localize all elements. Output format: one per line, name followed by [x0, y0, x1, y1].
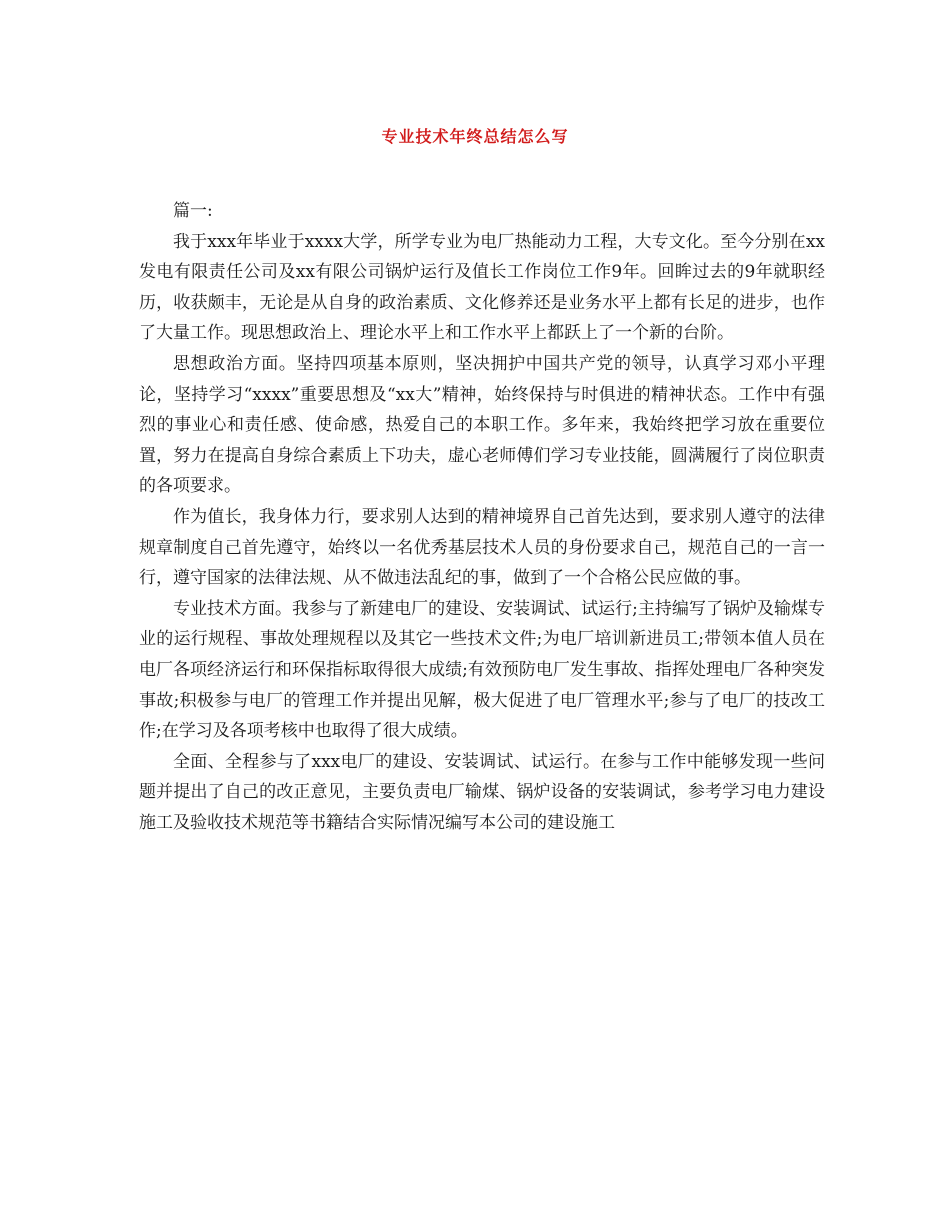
- paragraph-intro: 我于xxx年毕业于xxxx大学，所学专业为电厂热能动力工程，大专文化。至今分别在xx发电有限责任公司及xx有限公司锅炉运行及值长工作岗位工作9年。回眸过去的9年就职经历，收获颇丰，无论是从自身的政治素质、文化修养还是业务水平上都有长足的进步，也作了大量工作。现思想政治上、理论水平上和工作水平上都跃上了一个新的台阶。: [139, 231, 825, 344]
- paragraph-technical: 专业技术方面。我参与了新建电厂的建设、安装调试、试运行;主持编写了锅炉及输煤专业的运行规程、事故处理规程以及其它一些技术文件;为电厂培训新进员工;带领本值人员在电厂各项经济运行和环保指标取得很大成绩;有效预防电厂发生事故、指挥处理电厂各种突发事故;积极参与电厂的管理工作并提出见解，极大促进了电厂管理水平;参与了电厂的技改工作;在学习及各项考核中也取得了很大成绩。: [139, 598, 825, 742]
- paragraph-leadership: 作为值长，我身体力行，要求别人达到的精神境界自己首先达到，要求别人遵守的法律规章制度自己首先遵守，始终以一名优秀基层技术人员的身份要求自己，规范自己的一言一行，遵守国家的法律法规、从不做违法乱纪的事，做到了一个合格公民应做的事。: [139, 506, 825, 589]
- paragraph-politics: 思想政治方面。坚持四项基本原则，坚决拥护中国共产党的领导，认真学习邓小平理论，坚持学习“xxxx”重要思想及“xx大”精神，始终保持与时俱进的精神状态。工作中有强烈的事业心和责任感、使命感，热爱自己的本职工作。多年来，我始终把学习放在重要位置，努力在提高自身综合素质上下功夫，虚心老师傅们学习专业技能，圆满履行了岗位职责的各项要求。: [139, 353, 825, 497]
- document-body: [139, 196, 825, 838]
- paragraph-heading: 篇一:: [173, 201, 213, 221]
- paragraph-construction: 全面、全程参与了xxx电厂的建设、安装调试、试运行。在参与工作中能够发现一些问题并提出了自己的改正意见，主要负责电厂输煤、锅炉设备的安装调试，参考学习电力建设施工及验收技术规范等书籍结合实际情况编写本公司的建设施工: [139, 751, 825, 833]
- document-title: 专业技术年终总结怎么写: [381, 127, 569, 146]
